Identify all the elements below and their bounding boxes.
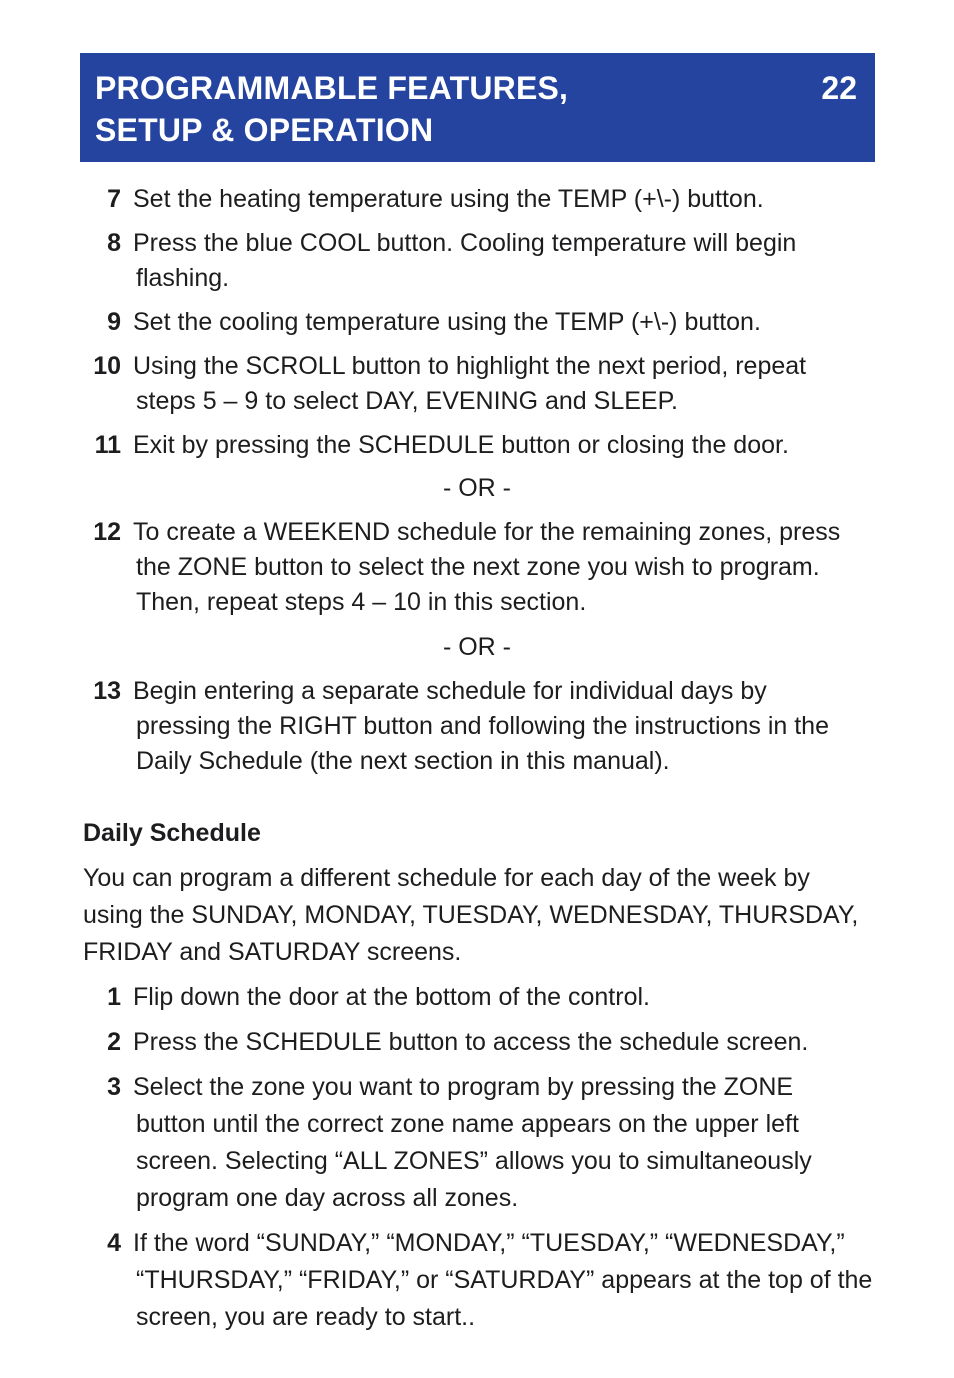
step-text xyxy=(133,305,873,340)
step-text xyxy=(133,182,873,217)
step-line: button until the correct zone name appears on the upper left xyxy=(136,1110,799,1138)
step-line: Then, repeat steps 4 – 10 in this section. xyxy=(136,588,587,616)
step-line: To create a WEEKEND schedule for the remaining zones, press xyxy=(133,518,841,546)
step-text xyxy=(133,226,873,296)
step-line: screen. Selecting “ALL ZONES” allows you to simultaneously xyxy=(136,1147,812,1175)
step-number: 4 xyxy=(107,1229,121,1257)
step-number: 7 xyxy=(107,185,121,213)
page-title-line-2: SETUP & OPERATION xyxy=(95,112,434,148)
section-heading-daily-schedule: Daily Schedule xyxy=(83,819,261,847)
step-line: the ZONE button to select the next zone you wish to program. xyxy=(136,553,820,581)
step-line: Begin entering a separate schedule for individual days by xyxy=(133,677,767,705)
step-line: Press the SCHEDULE button to access the schedule screen. xyxy=(133,1028,809,1056)
step-line: program one day across all zones. xyxy=(136,1184,519,1212)
step-text xyxy=(133,349,873,419)
step-line: screen, you are ready to start.. xyxy=(136,1303,476,1331)
step-number: 1 xyxy=(107,983,121,1011)
step-text xyxy=(133,428,873,463)
step-line: Set the cooling temperature using the TEMP (+\-) button. xyxy=(133,308,761,336)
or-separator: - OR - xyxy=(442,474,512,502)
page-title-line-1: PROGRAMMABLE FEATURES, xyxy=(95,70,569,106)
step-text xyxy=(133,1225,873,1336)
intro-line: FRIDAY and SATURDAY screens. xyxy=(83,938,462,966)
intro-line: using the SUNDAY, MONDAY, TUESDAY, WEDNESDAY, THURSDAY, xyxy=(83,901,859,929)
page-title xyxy=(95,67,859,151)
step-text xyxy=(133,674,873,779)
step-number: 2 xyxy=(107,1028,121,1056)
step-number: 11 xyxy=(94,431,121,459)
step-line: Flip down the door at the bottom of the control. xyxy=(133,983,650,1011)
step-line: steps 5 – 9 to select DAY, EVENING and SLEEP. xyxy=(136,387,678,415)
step-number: 12 xyxy=(93,518,121,546)
step-text xyxy=(133,1069,873,1217)
intro-line: You can program a different schedule for each day of the week by xyxy=(83,864,810,892)
step-line: Daily Schedule (the next section in this manual). xyxy=(136,747,670,775)
step-line: Exit by pressing the SCHEDULE button or closing the door. xyxy=(133,431,789,459)
step-line: Using the SCROLL button to highlight the next period, repeat xyxy=(133,352,807,380)
step-number: 10 xyxy=(93,352,121,380)
step-text xyxy=(133,979,873,1016)
daily-schedule-intro xyxy=(83,860,883,971)
step-text xyxy=(133,515,873,620)
page-number: 22 xyxy=(821,70,857,106)
step-line: Press the blue COOL button. Cooling temperature will begin xyxy=(133,229,797,257)
step-text xyxy=(133,1024,873,1061)
step-line: pressing the RIGHT button and following the instructions in the xyxy=(136,712,829,740)
step-line: Set the heating temperature using the TEMP (+\-) button. xyxy=(133,185,764,213)
or-separator: - OR - xyxy=(442,633,512,661)
step-number: 3 xyxy=(107,1073,121,1101)
step-line: Select the zone you want to program by pressing the ZONE xyxy=(133,1073,794,1101)
step-number: 8 xyxy=(107,229,121,257)
page-header xyxy=(80,53,875,162)
step-line: flashing. xyxy=(136,264,230,292)
step-line: If the word “SUNDAY,” “MONDAY,” “TUESDAY,” “WEDNESDAY,” xyxy=(133,1229,845,1257)
step-number: 9 xyxy=(107,308,121,336)
step-number: 13 xyxy=(93,677,121,705)
step-line: “THURSDAY,” “FRIDAY,” or “SATURDAY” appears at the top of the xyxy=(136,1266,873,1294)
